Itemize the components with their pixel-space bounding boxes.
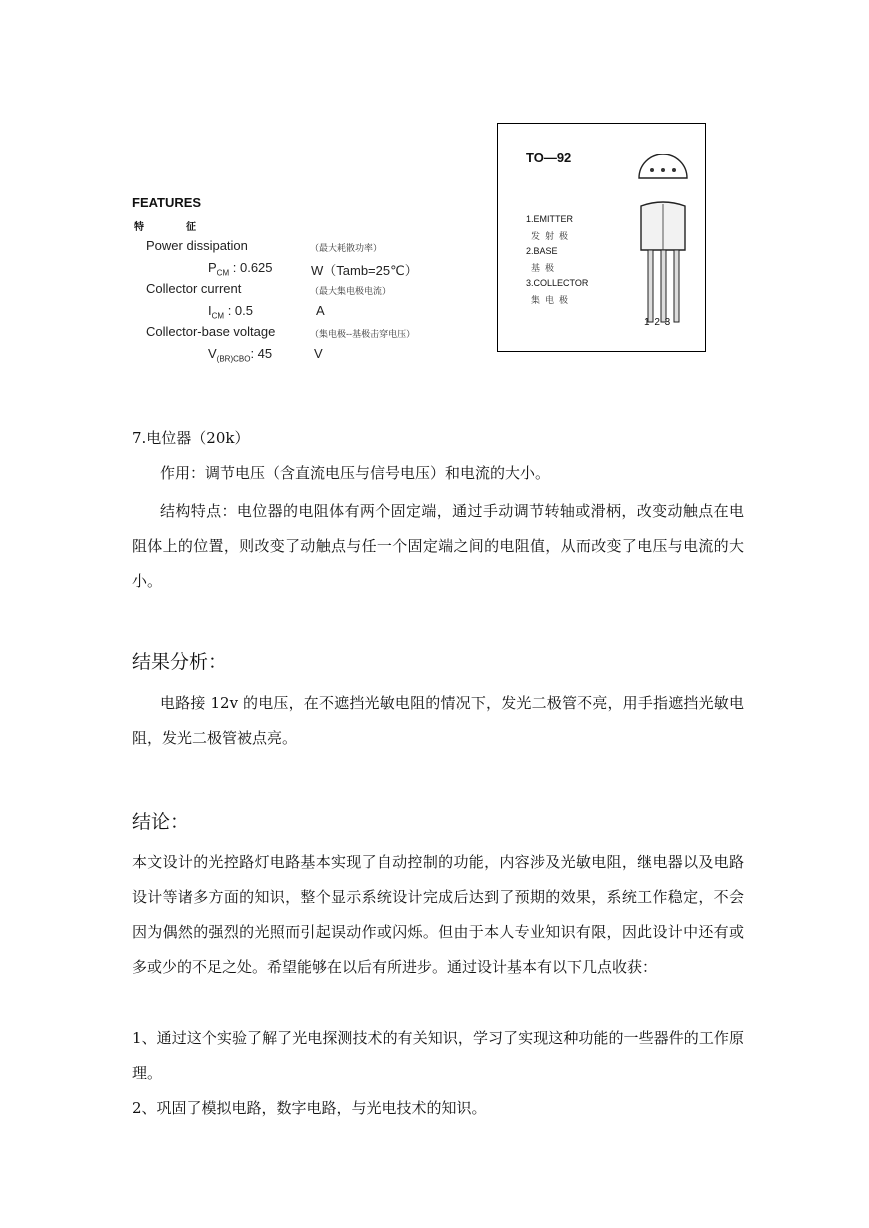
pin-3-cn: 集电极 xyxy=(531,296,574,306)
lead-2 xyxy=(661,250,666,322)
vbrcbo-value: : 45 xyxy=(250,346,273,361)
package-title: TO—92 xyxy=(526,150,572,165)
top-view-lead-3 xyxy=(672,168,676,172)
collector-base-voltage-value-row xyxy=(208,346,272,364)
result-text: 电路接 12v 的电压，在不遮挡光敏电阻的情况下，发光二极管不亮，用手指遮挡光敏电阻，发光二极管被点亮。 xyxy=(132,694,744,747)
power-dissipation-label: Power dissipation xyxy=(146,238,248,253)
lead-1 xyxy=(648,250,653,322)
top-view-lead-2 xyxy=(661,168,665,172)
icm-value: : 0.5 xyxy=(227,303,253,318)
collector-current-value-row xyxy=(208,303,253,321)
collector-current-label: Collector current xyxy=(146,281,242,296)
pin-3-label: 3.COLLECTOR xyxy=(526,278,589,288)
collector-base-voltage-note: （集电极--基极击穿电压） xyxy=(310,330,416,340)
transistor-drawing xyxy=(633,154,693,334)
features-title: FEATURES xyxy=(132,195,202,210)
section-7-heading: 7.电位器（20k） xyxy=(132,429,250,447)
top-view-lead-1 xyxy=(650,168,654,172)
vbrcbo-symbol: V xyxy=(208,346,217,361)
result-heading: 结果分析： xyxy=(132,651,228,673)
collector-current-note: （最大集电极电流） xyxy=(310,287,392,297)
conclusion-item-2: 2、巩固了模拟电路，数字电路，与光电技术的知识。 xyxy=(132,1099,487,1117)
features-subtitle-char-2: 征 xyxy=(186,222,196,233)
pcm-subscript: CM xyxy=(216,268,230,278)
features-subtitle xyxy=(134,218,196,233)
collector-base-voltage-label: Collector-base voltage xyxy=(146,324,276,339)
to92-package-figure xyxy=(497,123,706,352)
top-view-outline xyxy=(639,154,687,178)
power-dissipation-unit: W（Tamb=25℃） xyxy=(311,263,418,278)
pin-1-label: 1.EMITTER xyxy=(526,214,574,224)
pin-2-cn: 基极 xyxy=(531,264,560,274)
conclusion-heading: 结论： xyxy=(132,811,190,833)
features-subtitle-char-1: 特 xyxy=(134,222,144,233)
collector-base-voltage-unit: V xyxy=(314,346,323,361)
conclusion-text: 本文设计的光控路灯电路基本实现了自动控制的功能，内容涉及光敏电阻，继电器以及电路设计等诸多方面的知识，整个显示系统设计完成后达到了预期的效果，系统工作稳定，不会因为偶然的强烈的光照而引起误动作或闪烁。但由于本人专业知识有限，因此设计中还有或多或少的不足之处。希望能够在以后有所进步。通过设计基本有以下几点收获： xyxy=(132,853,744,976)
pcm-value: : 0.625 xyxy=(232,260,273,275)
pcm-symbol: P xyxy=(208,260,217,275)
power-dissipation-note: （最大耗散功率） xyxy=(310,244,383,254)
icm-symbol: I xyxy=(208,303,212,318)
section-7-function: 作用：调节电压（含直流电压与信号电压）和电流的大小。 xyxy=(160,464,551,482)
section-7-structure: 结构特点：电位器的电阻体有两个固定端，通过手动调节转轴或滑柄，改变动触点在电阻体上的位置，则改变了动触点与任一个固定端之间的电阻值，从而改变了电压与电流的大小。 xyxy=(132,502,744,590)
conclusion-item-1: 1、通过这个实验了解了光电探测技术的有关知识，学习了实现这种功能的一些器件的工作原理。 xyxy=(132,1029,744,1082)
lead-3 xyxy=(674,250,679,322)
icm-subscript: CM xyxy=(211,311,225,321)
pin-2-label: 2.BASE xyxy=(526,246,558,256)
collector-current-unit: A xyxy=(316,303,325,318)
pin-numbers: 1 2 3 xyxy=(644,317,672,328)
power-dissipation-value-row xyxy=(208,260,273,278)
pin-1-cn: 发射极 xyxy=(531,232,574,242)
vbrcbo-subscript: (BR)CBO xyxy=(216,354,251,364)
